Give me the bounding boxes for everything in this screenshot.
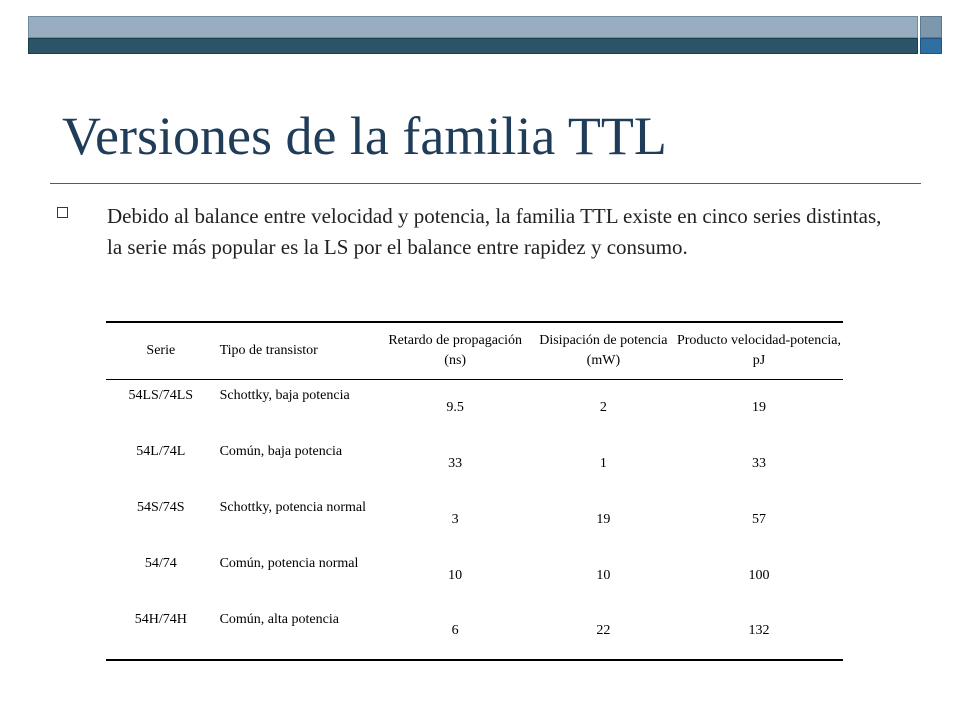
- cell-serie: 54LS/74LS: [128, 388, 194, 403]
- header-producto: Producto velocidad-potencia, pJ: [675, 322, 843, 380]
- cell-producto: 33: [752, 455, 766, 471]
- cell-serie: 54H/74H: [106, 604, 216, 660]
- cell-tipo: Schottky, baja potencia: [219, 388, 350, 403]
- table-row: [106, 548, 843, 604]
- ttl-series-table: [106, 321, 843, 661]
- header-disipacion: Disipación de potencia (mW): [532, 322, 675, 380]
- title-divider: [50, 183, 921, 184]
- table-header: [106, 322, 843, 380]
- slide-title: Versiones de la familia TTL: [62, 106, 667, 166]
- cell-producto: 19: [752, 399, 766, 415]
- cell-tipo: Schottky, potencia normal: [219, 499, 367, 515]
- bullet-text: Debido al balance entre velocidad y potencia, la familia TTL existe en cinco series distintas, la serie más popular es la LS por el balance entre rapidez y consumo.: [107, 204, 882, 259]
- cell-producto: 57: [752, 511, 766, 527]
- cell-serie: 54/74: [144, 555, 177, 571]
- cell-disipacion: 10: [596, 567, 611, 583]
- cell-disipacion: 19: [596, 511, 611, 527]
- band-corner-square-bottom: [920, 38, 942, 54]
- cell-serie: 54S/74S: [137, 499, 185, 515]
- table-row: [106, 604, 843, 660]
- cell-retardo: 10: [448, 567, 463, 583]
- cell-disipacion: 2: [599, 399, 607, 415]
- cell-retardo: 33: [448, 455, 463, 471]
- cell-disipacion: 22: [532, 604, 675, 660]
- cell-tipo: Común, baja potencia: [219, 443, 343, 459]
- cell-retardo: 9.5: [446, 399, 464, 415]
- top-decorative-band: [28, 16, 942, 54]
- band-bottom-stripe: [28, 38, 918, 54]
- cell-tipo: Común, potencia normal: [219, 555, 359, 571]
- cell-disipacion: 1: [599, 455, 607, 471]
- table-body: [106, 380, 843, 660]
- header-tipo-transistor: Tipo de transistor: [216, 322, 379, 380]
- band-top-stripe: [28, 16, 918, 38]
- header-retardo: Retardo de propagación (ns): [379, 322, 532, 380]
- header-serie: Serie: [106, 322, 216, 380]
- cell-producto: 100: [748, 567, 770, 583]
- table-header-row: [106, 322, 843, 380]
- cell-producto: 132: [675, 604, 843, 660]
- cell-serie: 54L/74L: [136, 443, 186, 459]
- cell-tipo: Común, alta potencia: [216, 604, 379, 660]
- band-corner-square-top: [920, 16, 942, 38]
- hollow-square-icon: [57, 207, 68, 218]
- table-row: [106, 380, 843, 436]
- cell-retardo: 6: [379, 604, 532, 660]
- table-row: [106, 436, 843, 492]
- table-row: [106, 492, 843, 548]
- cell-retardo: 3: [451, 511, 459, 527]
